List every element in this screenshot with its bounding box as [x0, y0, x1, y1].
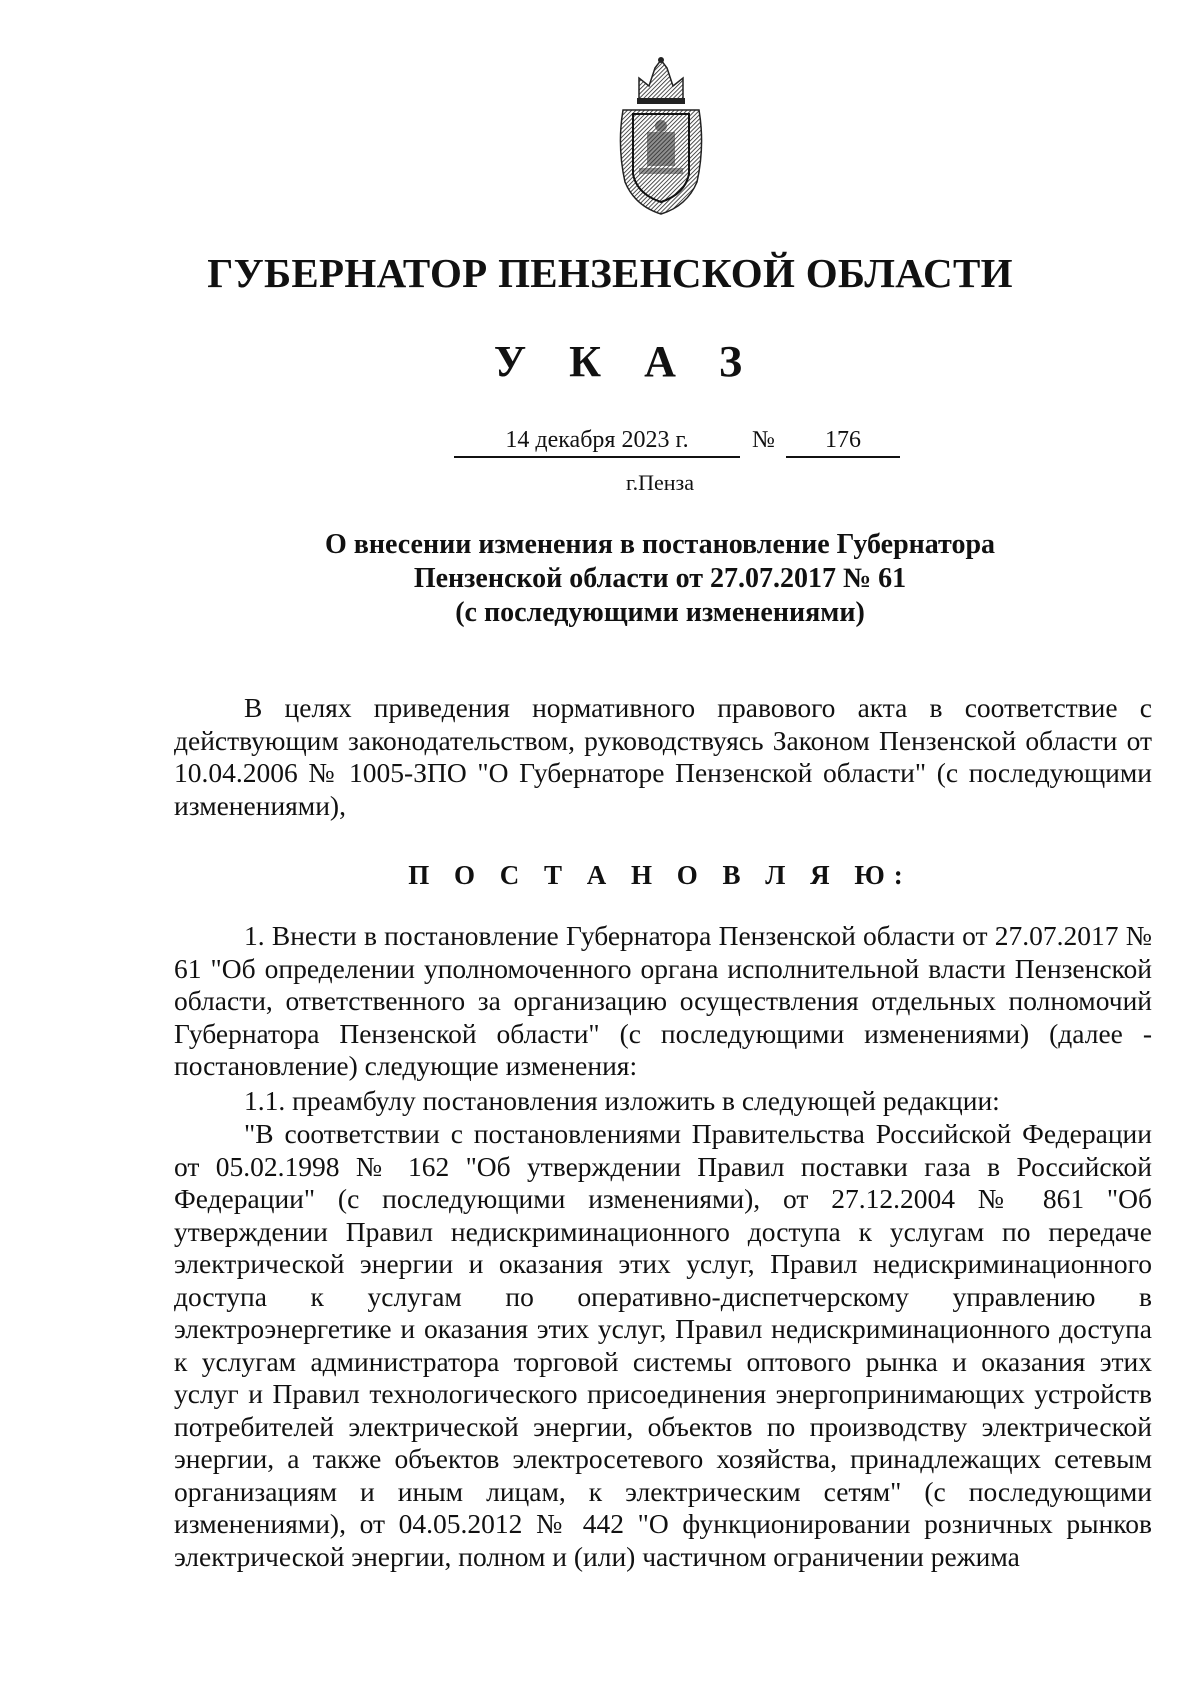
- document-number: 176: [786, 424, 900, 458]
- intro-paragraph: В целях приведения нормативного правового акта в соответствие с действующим законодательством, руководствуясь Законом Пензенской области от 10.04.2006 № 1005-ЗПО "О Губернаторе Пензенской области" (с последующими изменениями),: [174, 692, 1152, 821]
- document-type-heading: У К А З: [493, 337, 759, 386]
- subject-line: О внесении изменения в постановление Губернатора: [324, 529, 996, 560]
- preamble-quote-paragraph: "В соответствии с постановлениями Правительства Российской Федерации от 05.02.1998 № 162 "Об утверждении Правил поставки газа в Российской Федерации" (с последующими изменениями), от 27.12.2004 № 861 "Об утверждении Правил недискриминационного доступа к услугам по передаче электрической энергии и оказания этих услуг, Правил недискриминационного доступа к услугам по оперативно-диспетчерскому управлению в электроэнергетике и оказания этих услуг, Правил недискриминационного доступа к услугам администратора торговой системы оптового рынка и оказания этих услуг и Правил технологического присоединения энергопринимающих устройств потребителей электрической энергии, объектов по производству электрической энергии, а также объектов электросетевого хозяйства, принадлежащих сетевым организациям и иным лицам, к электрическим сетям" (с последующими изменениями), от 04.05.2012 № 442 "О функционировании розничных рынков электрической энергии, полном и (или) частичном ограничении режима: [174, 1118, 1152, 1572]
- item-1-1-paragraph: 1.1. преамбулу постановления изложить в следующей редакции:: [244, 1085, 1000, 1116]
- subject-line: Пензенской области от 27.07.2017 № 61: [413, 563, 907, 594]
- coat-of-arms-icon: [609, 56, 713, 218]
- item-1-paragraph: 1. Внести в постановление Губернатора Пензенской области от 27.07.2017 № 61 "Об определении уполномоченного органа исполнительной власти Пензенской области, ответственного за организацию осуществления отдельных полномочий Губернатора Пензенской области" (с последующими изменениями) (далее - постановление) следующие изменения:: [174, 920, 1152, 1081]
- document-place: г.Пенза: [626, 470, 694, 495]
- subject-line: (с последующими изменениями): [455, 597, 865, 628]
- organization-title: ГУБЕРНАТОР ПЕНЗЕНСКОЙ ОБЛАСТИ: [207, 250, 1013, 296]
- document-subject: [260, 528, 1060, 630]
- number-sign: №: [752, 427, 775, 453]
- resolve-heading: П О С Т А Н О В Л Я Ю:: [408, 860, 912, 890]
- document-date: 14 декабря 2023 г.: [454, 424, 740, 458]
